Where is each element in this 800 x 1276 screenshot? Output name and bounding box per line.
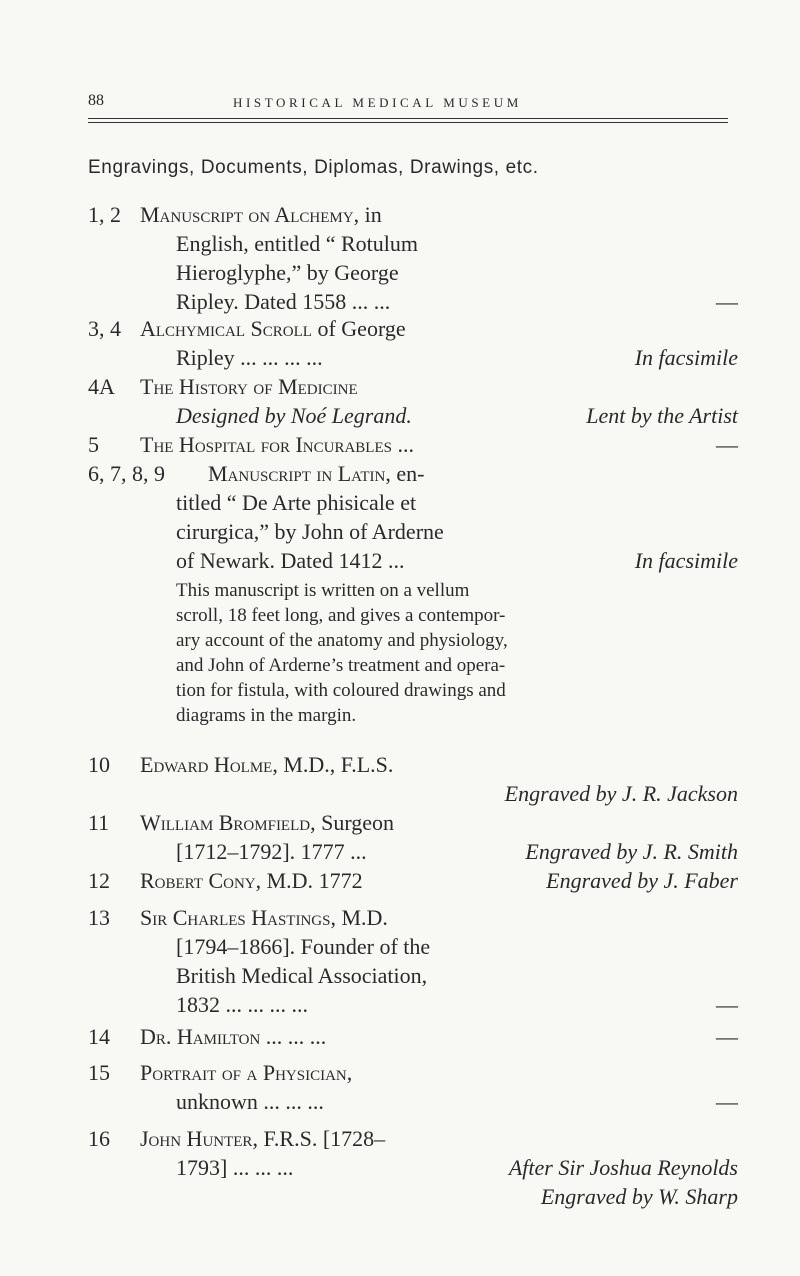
catalogue-entry [88,1124,738,1214]
entry-number: 5 [88,432,99,457]
catalogue-entry [88,200,738,320]
entry-number: 1, 2 [88,202,121,227]
entry-leader-dots: ... ... ... [260,1024,327,1049]
entry-title: Edward Holme, M.D., F.L.S. [140,752,394,777]
entry-title: William Bromfield, [140,810,316,835]
entry-attribution: — [716,1089,738,1114]
entry-line: British Medical Association, [176,963,428,988]
entry-note-line: scroll, 18 feet long, and gives a contempor- [176,605,506,626]
entry-line: English, entitled “ Rotulum [176,231,418,256]
entry-line: Ripley. Dated 1558 ... ... [176,289,391,314]
entry-title: Alchymical Scroll [140,316,312,341]
catalogue-entry [88,459,738,749]
entry-number: 3, 4 [88,316,121,341]
entry-title-rest: 1772 [313,868,363,893]
entry-title: Manuscript on Alchemy, [140,202,360,227]
entry-title-line [140,200,382,229]
entry-attribution: — [716,992,738,1017]
entry-designer: Designed by Noé Legrand. [176,403,412,428]
entry-number: 10 [88,752,110,777]
entry-number: 14 [88,1024,110,1049]
entry-line: cirurgica,” by John of Arderne [176,519,444,544]
catalogue-entry [88,314,738,374]
entry-title-line [140,1022,326,1051]
entry-attribution: Engraved by J. Faber [546,868,738,893]
entry-title-rest: Surgeon [315,810,395,835]
entry-line: of Newark. Dated 1412 ... [176,548,405,573]
section-heading: Engravings, Documents, Diplomas, Drawings, etc. [88,157,539,178]
entry-attribution: Engraved by J. R. Smith [525,839,738,864]
entry-line: [1794–1866]. Founder of the [176,934,431,959]
entry-title-line [140,314,406,343]
entry-title: John Hunter, F.R.S. [140,1126,318,1151]
page-number: 88 [88,92,104,109]
entry-title: Manuscript in Latin, [208,461,391,486]
entry-title: Robert Cony, M.D. [140,868,314,893]
entry-attribution: Lent by the Artist [586,403,738,428]
entry-engraver: Engraved by W. Sharp [540,1184,738,1209]
entry-number: 15 [88,1060,110,1085]
catalogue-entry [88,808,738,868]
catalogue-entry [88,1058,738,1118]
entry-title: Dr. Hamilton [140,1024,261,1049]
entry-title: The Hospital for Incurables ... [140,432,414,457]
entry-number: 13 [88,905,110,930]
entry-title-line [140,808,394,837]
entry-title: Portrait of a Physician, [140,1060,353,1085]
entry-number: 11 [88,810,110,835]
entry-line: 1832 ... ... ... ... [176,992,308,1017]
entry-title-rest: [1728– [317,1126,386,1151]
entry-number: 6, 7, 8, 9 [88,461,165,486]
catalogue-entry [88,750,738,810]
entry-attribution: In facsimile [634,548,738,573]
entry-title-rest: in [359,202,382,227]
entry-line: Hieroglyphe,” by George [176,260,399,285]
entry-note-line: This manuscript is written on a vellum [176,580,470,601]
entry-note-line: tion for fistula, with coloured drawings and [176,680,506,701]
header-rule-bottom [88,122,728,123]
running-title: HISTORICAL MEDICAL MUSEUM [233,95,522,110]
entry-attribution: After Sir Joshua Reynolds [508,1155,738,1180]
entry-title-line [208,459,424,488]
header-rule-top [88,118,728,119]
entry-line: [1712–1792]. 1777 ... [176,839,367,864]
entry-attribution: Engraved by J. R. Jackson [504,781,738,806]
entry-title-line [140,866,363,895]
entry-number: 4A [88,374,115,399]
entry-attribution: In facsimile [634,345,738,370]
catalogue-entry [88,430,738,460]
entry-line: unknown ... ... ... [176,1089,324,1114]
entry-title: Sir Charles Hastings, M.D. [140,905,388,930]
catalogue-entry [88,903,738,1023]
entry-line: 1793] ... ... ... [176,1155,294,1180]
entry-title-rest: of George [311,316,406,341]
entry-title-line [140,1124,385,1153]
entry-title-rest: en- [390,461,425,486]
entry-note-line: diagrams in the margin. [176,705,357,726]
entry-note-line: and John of Arderne’s treatment and opera- [176,655,506,676]
catalogue-entry [88,372,738,432]
catalogue-entry [88,1022,738,1052]
running-head [88,92,728,114]
entry-number: 16 [88,1126,110,1151]
entry-attribution: — [716,289,738,314]
entry-line: Ripley ... ... ... ... [176,345,323,370]
entry-line: titled “ De Arte phisicale et [176,490,417,515]
entry-number: 12 [88,868,110,893]
entry-attribution: — [716,432,738,457]
catalogue-entry [88,866,738,896]
entry-attribution: — [716,1024,738,1049]
entry-title: The History of Medicine [140,374,358,399]
entry-note-line: ary account of the anatomy and physiology, [176,630,508,651]
